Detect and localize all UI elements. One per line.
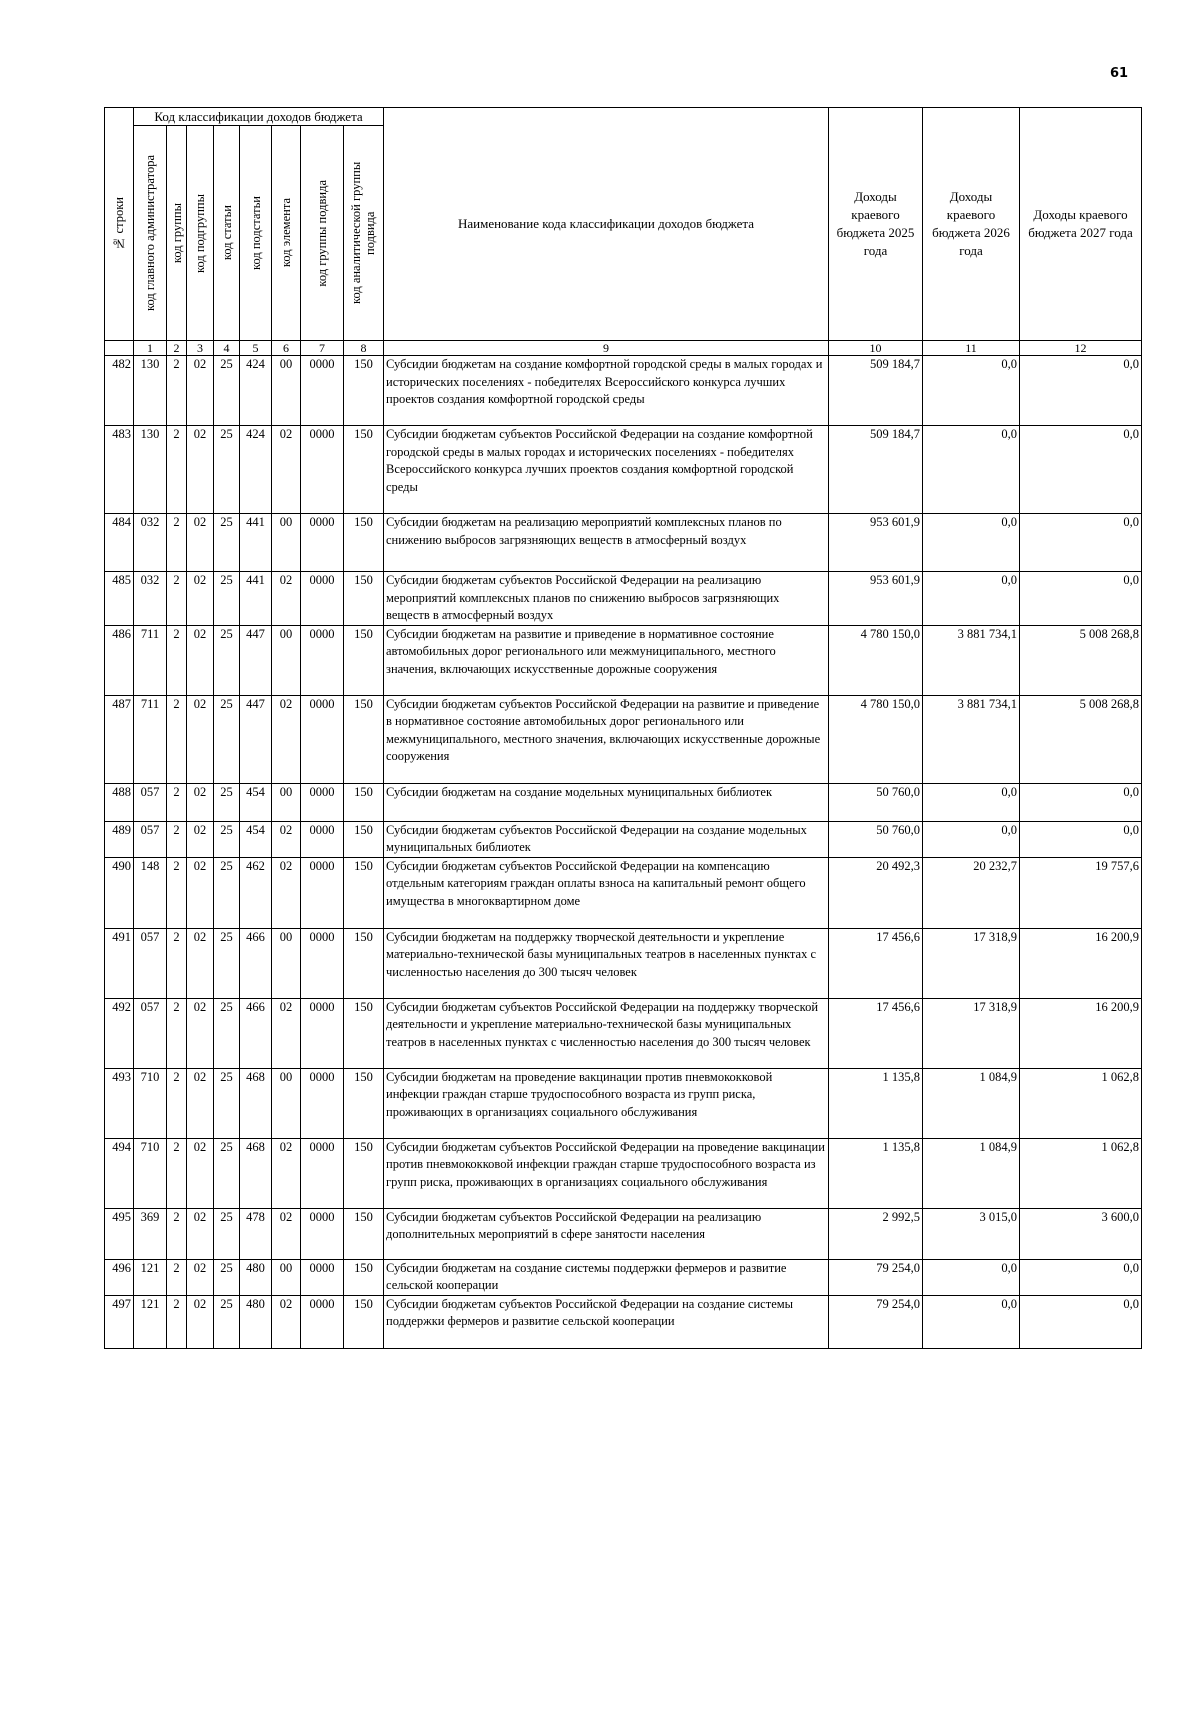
- row-number: 495: [105, 1208, 134, 1259]
- analytic-group-code: 150: [344, 625, 384, 695]
- subgroup-code: 02: [187, 998, 214, 1068]
- admin-code: 130: [134, 426, 167, 514]
- income-2027: 0,0: [1020, 356, 1142, 426]
- header-income-2026: Доходы краевого бюджета 2026 года: [923, 108, 1020, 341]
- income-2026: 0,0: [923, 821, 1020, 857]
- analytic-group-code: 150: [344, 572, 384, 626]
- group-code: 2: [167, 998, 187, 1068]
- group-code: 2: [167, 1259, 187, 1295]
- income-name: Субсидии бюджетам субъектов Российской Федерации на создание комфортной городской среды в малых городах и исторических поселениях - победителях Всероссийского конкурса лучших проектов создания комфортной городской среды: [384, 426, 829, 514]
- subarticle-code: 454: [240, 821, 272, 857]
- header-article-code: код статьи: [214, 126, 240, 341]
- income-2027: 5 008 268,8: [1020, 695, 1142, 783]
- group-code: 2: [167, 572, 187, 626]
- header-group-code: код группы: [167, 126, 187, 341]
- subarticle-code: 468: [240, 1068, 272, 1138]
- income-name: Субсидии бюджетам на создание комфортной городской среды в малых городах и исторических поселениях - победителях Всероссийского конкурса лучших проектов создания комфортной городской среды: [384, 356, 829, 426]
- header-code-group: Код классификации доходов бюджета: [134, 108, 384, 126]
- subgroup-code: 02: [187, 514, 214, 572]
- income-2027: 0,0: [1020, 514, 1142, 572]
- subtype-group-code: 0000: [301, 998, 344, 1068]
- admin-code: 148: [134, 857, 167, 928]
- table-row: [105, 857, 1142, 928]
- subarticle-code: 447: [240, 625, 272, 695]
- analytic-group-code: 150: [344, 821, 384, 857]
- subarticle-code: 480: [240, 1295, 272, 1348]
- table-body: [105, 356, 1142, 1349]
- column-number: 1: [134, 341, 167, 356]
- element-code: 02: [272, 998, 301, 1068]
- income-name: Субсидии бюджетам субъектов Российской Федерации на создание модельных муниципальных библиотек: [384, 821, 829, 857]
- income-2026: 0,0: [923, 514, 1020, 572]
- analytic-group-code: 150: [344, 1138, 384, 1208]
- subtype-group-code: 0000: [301, 1208, 344, 1259]
- income-2025: 50 760,0: [829, 821, 923, 857]
- income-name: Субсидии бюджетам на создание системы поддержки фермеров и развитие сельской кооперации: [384, 1259, 829, 1295]
- income-2027: 5 008 268,8: [1020, 625, 1142, 695]
- subarticle-code: 466: [240, 928, 272, 998]
- article-code: 25: [214, 928, 240, 998]
- article-code: 25: [214, 1138, 240, 1208]
- row-number: 486: [105, 625, 134, 695]
- admin-code: 057: [134, 783, 167, 821]
- group-code: 2: [167, 426, 187, 514]
- row-number: 488: [105, 783, 134, 821]
- admin-code: 130: [134, 356, 167, 426]
- subtype-group-code: 0000: [301, 928, 344, 998]
- analytic-group-code: 150: [344, 356, 384, 426]
- admin-code: 032: [134, 514, 167, 572]
- income-2027: 0,0: [1020, 572, 1142, 626]
- article-code: 25: [214, 426, 240, 514]
- subgroup-code: 02: [187, 1068, 214, 1138]
- row-number: 494: [105, 1138, 134, 1208]
- header-admin-code: код главного администратора: [134, 126, 167, 341]
- subtype-group-code: 0000: [301, 821, 344, 857]
- table-row: [105, 625, 1142, 695]
- subarticle-code: 441: [240, 514, 272, 572]
- income-2026: 1 084,9: [923, 1068, 1020, 1138]
- income-2026: 20 232,7: [923, 857, 1020, 928]
- element-code: 02: [272, 1138, 301, 1208]
- income-2026: 3 881 734,1: [923, 695, 1020, 783]
- table-row: [105, 572, 1142, 626]
- income-2027: 16 200,9: [1020, 998, 1142, 1068]
- group-code: 2: [167, 857, 187, 928]
- table-row: [105, 998, 1142, 1068]
- table-row: [105, 514, 1142, 572]
- table-row: [105, 783, 1142, 821]
- table-row: [105, 821, 1142, 857]
- subtype-group-code: 0000: [301, 1068, 344, 1138]
- subarticle-code: 447: [240, 695, 272, 783]
- column-numbers-row: [105, 341, 1142, 356]
- subgroup-code: 02: [187, 857, 214, 928]
- table-row: [105, 1068, 1142, 1138]
- article-code: 25: [214, 1208, 240, 1259]
- column-number: 9: [384, 341, 829, 356]
- article-code: 25: [214, 356, 240, 426]
- income-2025: 509 184,7: [829, 426, 923, 514]
- table-row: [105, 426, 1142, 514]
- subtype-group-code: 0000: [301, 514, 344, 572]
- analytic-group-code: 150: [344, 1295, 384, 1348]
- row-number: 492: [105, 998, 134, 1068]
- income-2026: 17 318,9: [923, 998, 1020, 1068]
- income-name: Субсидии бюджетам на поддержку творческой деятельности и укрепление материально-технической базы муниципальных театров в населенных пунктах с численностью населения до 300 тысяч человек: [384, 928, 829, 998]
- income-2027: 1 062,8: [1020, 1138, 1142, 1208]
- group-code: 2: [167, 1068, 187, 1138]
- subgroup-code: 02: [187, 695, 214, 783]
- income-2027: 0,0: [1020, 821, 1142, 857]
- subgroup-code: 02: [187, 1259, 214, 1295]
- income-2026: 0,0: [923, 1295, 1020, 1348]
- income-2027: 16 200,9: [1020, 928, 1142, 998]
- element-code: 00: [272, 356, 301, 426]
- subtype-group-code: 0000: [301, 857, 344, 928]
- admin-code: 121: [134, 1295, 167, 1348]
- subgroup-code: 02: [187, 783, 214, 821]
- subgroup-code: 02: [187, 1138, 214, 1208]
- analytic-group-code: 150: [344, 514, 384, 572]
- subgroup-code: 02: [187, 426, 214, 514]
- analytic-group-code: 150: [344, 1208, 384, 1259]
- header-income-2027: Доходы краевого бюджета 2027 года: [1020, 108, 1142, 341]
- income-2027: 3 600,0: [1020, 1208, 1142, 1259]
- income-2026: 0,0: [923, 356, 1020, 426]
- column-number: [105, 341, 134, 356]
- column-number: 2: [167, 341, 187, 356]
- column-number: 6: [272, 341, 301, 356]
- income-2026: 17 318,9: [923, 928, 1020, 998]
- table-row: [105, 356, 1142, 426]
- admin-code: 121: [134, 1259, 167, 1295]
- admin-code: 710: [134, 1068, 167, 1138]
- header-subarticle-code: код подстатьи: [240, 126, 272, 341]
- article-code: 25: [214, 821, 240, 857]
- article-code: 25: [214, 1259, 240, 1295]
- income-name: Субсидии бюджетам субъектов Российской Федерации на компенсацию отдельным категориям граждан оплаты взноса на капитальный ремонт общего имущества в многоквартирном доме: [384, 857, 829, 928]
- group-code: 2: [167, 625, 187, 695]
- element-code: 02: [272, 1208, 301, 1259]
- income-2025: 79 254,0: [829, 1295, 923, 1348]
- income-2026: 1 084,9: [923, 1138, 1020, 1208]
- income-2025: 50 760,0: [829, 783, 923, 821]
- income-name: Субсидии бюджетам субъектов Российской Федерации на создание системы поддержки фермеров и развитие сельской кооперации: [384, 1295, 829, 1348]
- table-row: [105, 1295, 1142, 1348]
- subtype-group-code: 0000: [301, 625, 344, 695]
- group-code: 2: [167, 695, 187, 783]
- income-2025: 79 254,0: [829, 1259, 923, 1295]
- group-code: 2: [167, 821, 187, 857]
- header-analytic-group-code: код аналитической группы подвида: [344, 126, 384, 341]
- income-2027: 0,0: [1020, 1259, 1142, 1295]
- subarticle-code: 468: [240, 1138, 272, 1208]
- subtype-group-code: 0000: [301, 1259, 344, 1295]
- subarticle-code: 480: [240, 1259, 272, 1295]
- subgroup-code: 02: [187, 1295, 214, 1348]
- income-2026: 3 015,0: [923, 1208, 1020, 1259]
- admin-code: 369: [134, 1208, 167, 1259]
- group-code: 2: [167, 1208, 187, 1259]
- element-code: 00: [272, 783, 301, 821]
- column-number: 10: [829, 341, 923, 356]
- income-2025: 2 992,5: [829, 1208, 923, 1259]
- column-number: 11: [923, 341, 1020, 356]
- article-code: 25: [214, 625, 240, 695]
- subarticle-code: 478: [240, 1208, 272, 1259]
- subarticle-code: 454: [240, 783, 272, 821]
- subgroup-code: 02: [187, 928, 214, 998]
- income-2026: 0,0: [923, 426, 1020, 514]
- article-code: 25: [214, 1295, 240, 1348]
- group-code: 2: [167, 356, 187, 426]
- income-2026: 0,0: [923, 783, 1020, 821]
- analytic-group-code: 150: [344, 857, 384, 928]
- element-code: 02: [272, 572, 301, 626]
- income-2026: 3 881 734,1: [923, 625, 1020, 695]
- group-code: 2: [167, 783, 187, 821]
- admin-code: 057: [134, 821, 167, 857]
- row-number: 484: [105, 514, 134, 572]
- table-row: [105, 695, 1142, 783]
- element-code: 00: [272, 928, 301, 998]
- row-number: 490: [105, 857, 134, 928]
- income-2027: 0,0: [1020, 783, 1142, 821]
- income-name: Субсидии бюджетам на развитие и приведение в нормативное состояние автомобильных дорог регионального или межмуниципального, местного значения, включающих искусственные дорожные сооружения: [384, 625, 829, 695]
- subgroup-code: 02: [187, 625, 214, 695]
- income-name: Субсидии бюджетам субъектов Российской Федерации на реализацию мероприятий комплексных планов по снижению выбросов загрязняющих веществ в атмосферный воздух: [384, 572, 829, 626]
- admin-code: 711: [134, 625, 167, 695]
- income-name: Субсидии бюджетам на реализацию мероприятий комплексных планов по снижению выбросов загрязняющих веществ в атмосферный воздух: [384, 514, 829, 572]
- element-code: 02: [272, 857, 301, 928]
- analytic-group-code: 150: [344, 1259, 384, 1295]
- admin-code: 057: [134, 928, 167, 998]
- income-2027: 1 062,8: [1020, 1068, 1142, 1138]
- element-code: 00: [272, 514, 301, 572]
- article-code: 25: [214, 998, 240, 1068]
- header-subgroup-code: код подгруппы: [187, 126, 214, 341]
- subtype-group-code: 0000: [301, 1138, 344, 1208]
- income-2026: 0,0: [923, 1259, 1020, 1295]
- element-code: 02: [272, 695, 301, 783]
- header-name: Наименование кода классификации доходов бюджета: [384, 108, 829, 341]
- element-code: 00: [272, 625, 301, 695]
- header-row-no: № строки: [105, 108, 134, 341]
- article-code: 25: [214, 514, 240, 572]
- article-code: 25: [214, 857, 240, 928]
- income-name: Субсидии бюджетам на проведение вакцинации против пневмококковой инфекции граждан старше трудоспособного возраста из групп риска, проживающих в организациях социального обслуживания: [384, 1068, 829, 1138]
- income-2027: 19 757,6: [1020, 857, 1142, 928]
- admin-code: 032: [134, 572, 167, 626]
- subarticle-code: 424: [240, 426, 272, 514]
- admin-code: 057: [134, 998, 167, 1068]
- subtype-group-code: 0000: [301, 572, 344, 626]
- row-number: 497: [105, 1295, 134, 1348]
- column-number: 12: [1020, 341, 1142, 356]
- income-name: Субсидии бюджетам субъектов Российской Федерации на поддержку творческой деятельности и укрепление материально-технической базы муниципальных театров в населенных пунктах с численностью населения до 300 тысяч человек: [384, 998, 829, 1068]
- analytic-group-code: 150: [344, 928, 384, 998]
- header-element-code: код элемента: [272, 126, 301, 341]
- row-number: 487: [105, 695, 134, 783]
- subgroup-code: 02: [187, 1208, 214, 1259]
- income-2025: 17 456,6: [829, 928, 923, 998]
- group-code: 2: [167, 928, 187, 998]
- budget-income-table: [104, 107, 1142, 1349]
- group-code: 2: [167, 1138, 187, 1208]
- row-number: 482: [105, 356, 134, 426]
- element-code: 02: [272, 821, 301, 857]
- subarticle-code: 462: [240, 857, 272, 928]
- article-code: 25: [214, 783, 240, 821]
- element-code: 00: [272, 1068, 301, 1138]
- column-number: 3: [187, 341, 214, 356]
- analytic-group-code: 150: [344, 1068, 384, 1138]
- analytic-group-code: 150: [344, 783, 384, 821]
- income-name: Субсидии бюджетам субъектов Российской Федерации на развитие и приведение в нормативное состояние автомобильных дорог регионального или межмуниципального, местного значения, включающих искусственные дорожные сооружения: [384, 695, 829, 783]
- subarticle-code: 441: [240, 572, 272, 626]
- header-income-2025: Доходы краевого бюджета 2025 года: [829, 108, 923, 341]
- income-2025: 17 456,6: [829, 998, 923, 1068]
- row-number: 483: [105, 426, 134, 514]
- income-2027: 0,0: [1020, 1295, 1142, 1348]
- subgroup-code: 02: [187, 821, 214, 857]
- income-2025: 1 135,8: [829, 1068, 923, 1138]
- subtype-group-code: 0000: [301, 783, 344, 821]
- element-code: 00: [272, 1259, 301, 1295]
- element-code: 02: [272, 426, 301, 514]
- column-number: 7: [301, 341, 344, 356]
- analytic-group-code: 150: [344, 426, 384, 514]
- row-number: 489: [105, 821, 134, 857]
- subgroup-code: 02: [187, 572, 214, 626]
- page-number: 61: [1110, 66, 1129, 81]
- subtype-group-code: 0000: [301, 426, 344, 514]
- income-2025: 4 780 150,0: [829, 625, 923, 695]
- group-code: 2: [167, 1295, 187, 1348]
- subarticle-code: 424: [240, 356, 272, 426]
- table-row: [105, 928, 1142, 998]
- income-2025: 953 601,9: [829, 514, 923, 572]
- header-subtype-group-code: код группы подвида: [301, 126, 344, 341]
- subtype-group-code: 0000: [301, 695, 344, 783]
- subtype-group-code: 0000: [301, 356, 344, 426]
- column-number: 8: [344, 341, 384, 356]
- analytic-group-code: 150: [344, 695, 384, 783]
- row-number: 493: [105, 1068, 134, 1138]
- income-2025: 509 184,7: [829, 356, 923, 426]
- income-2025: 1 135,8: [829, 1138, 923, 1208]
- column-number: 5: [240, 341, 272, 356]
- income-name: Субсидии бюджетам на создание модельных муниципальных библиотек: [384, 783, 829, 821]
- subarticle-code: 466: [240, 998, 272, 1068]
- table-row: [105, 1259, 1142, 1295]
- income-2027: 0,0: [1020, 426, 1142, 514]
- row-number: 485: [105, 572, 134, 626]
- article-code: 25: [214, 572, 240, 626]
- admin-code: 710: [134, 1138, 167, 1208]
- income-2025: 4 780 150,0: [829, 695, 923, 783]
- income-name: Субсидии бюджетам субъектов Российской Федерации на реализацию дополнительных мероприятий в сфере занятости населения: [384, 1208, 829, 1259]
- row-number: 491: [105, 928, 134, 998]
- article-code: 25: [214, 695, 240, 783]
- income-name: Субсидии бюджетам субъектов Российской Федерации на проведение вакцинации против пневмококковой инфекции граждан старше трудоспособного возраста из групп риска, проживающих в организациях социального обслуживания: [384, 1138, 829, 1208]
- table-row: [105, 1208, 1142, 1259]
- income-2026: 0,0: [923, 572, 1020, 626]
- element-code: 02: [272, 1295, 301, 1348]
- group-code: 2: [167, 514, 187, 572]
- row-number: 496: [105, 1259, 134, 1295]
- subgroup-code: 02: [187, 356, 214, 426]
- income-2025: 953 601,9: [829, 572, 923, 626]
- analytic-group-code: 150: [344, 998, 384, 1068]
- article-code: 25: [214, 1068, 240, 1138]
- subtype-group-code: 0000: [301, 1295, 344, 1348]
- admin-code: 711: [134, 695, 167, 783]
- column-number: 4: [214, 341, 240, 356]
- table-row: [105, 1138, 1142, 1208]
- income-2025: 20 492,3: [829, 857, 923, 928]
